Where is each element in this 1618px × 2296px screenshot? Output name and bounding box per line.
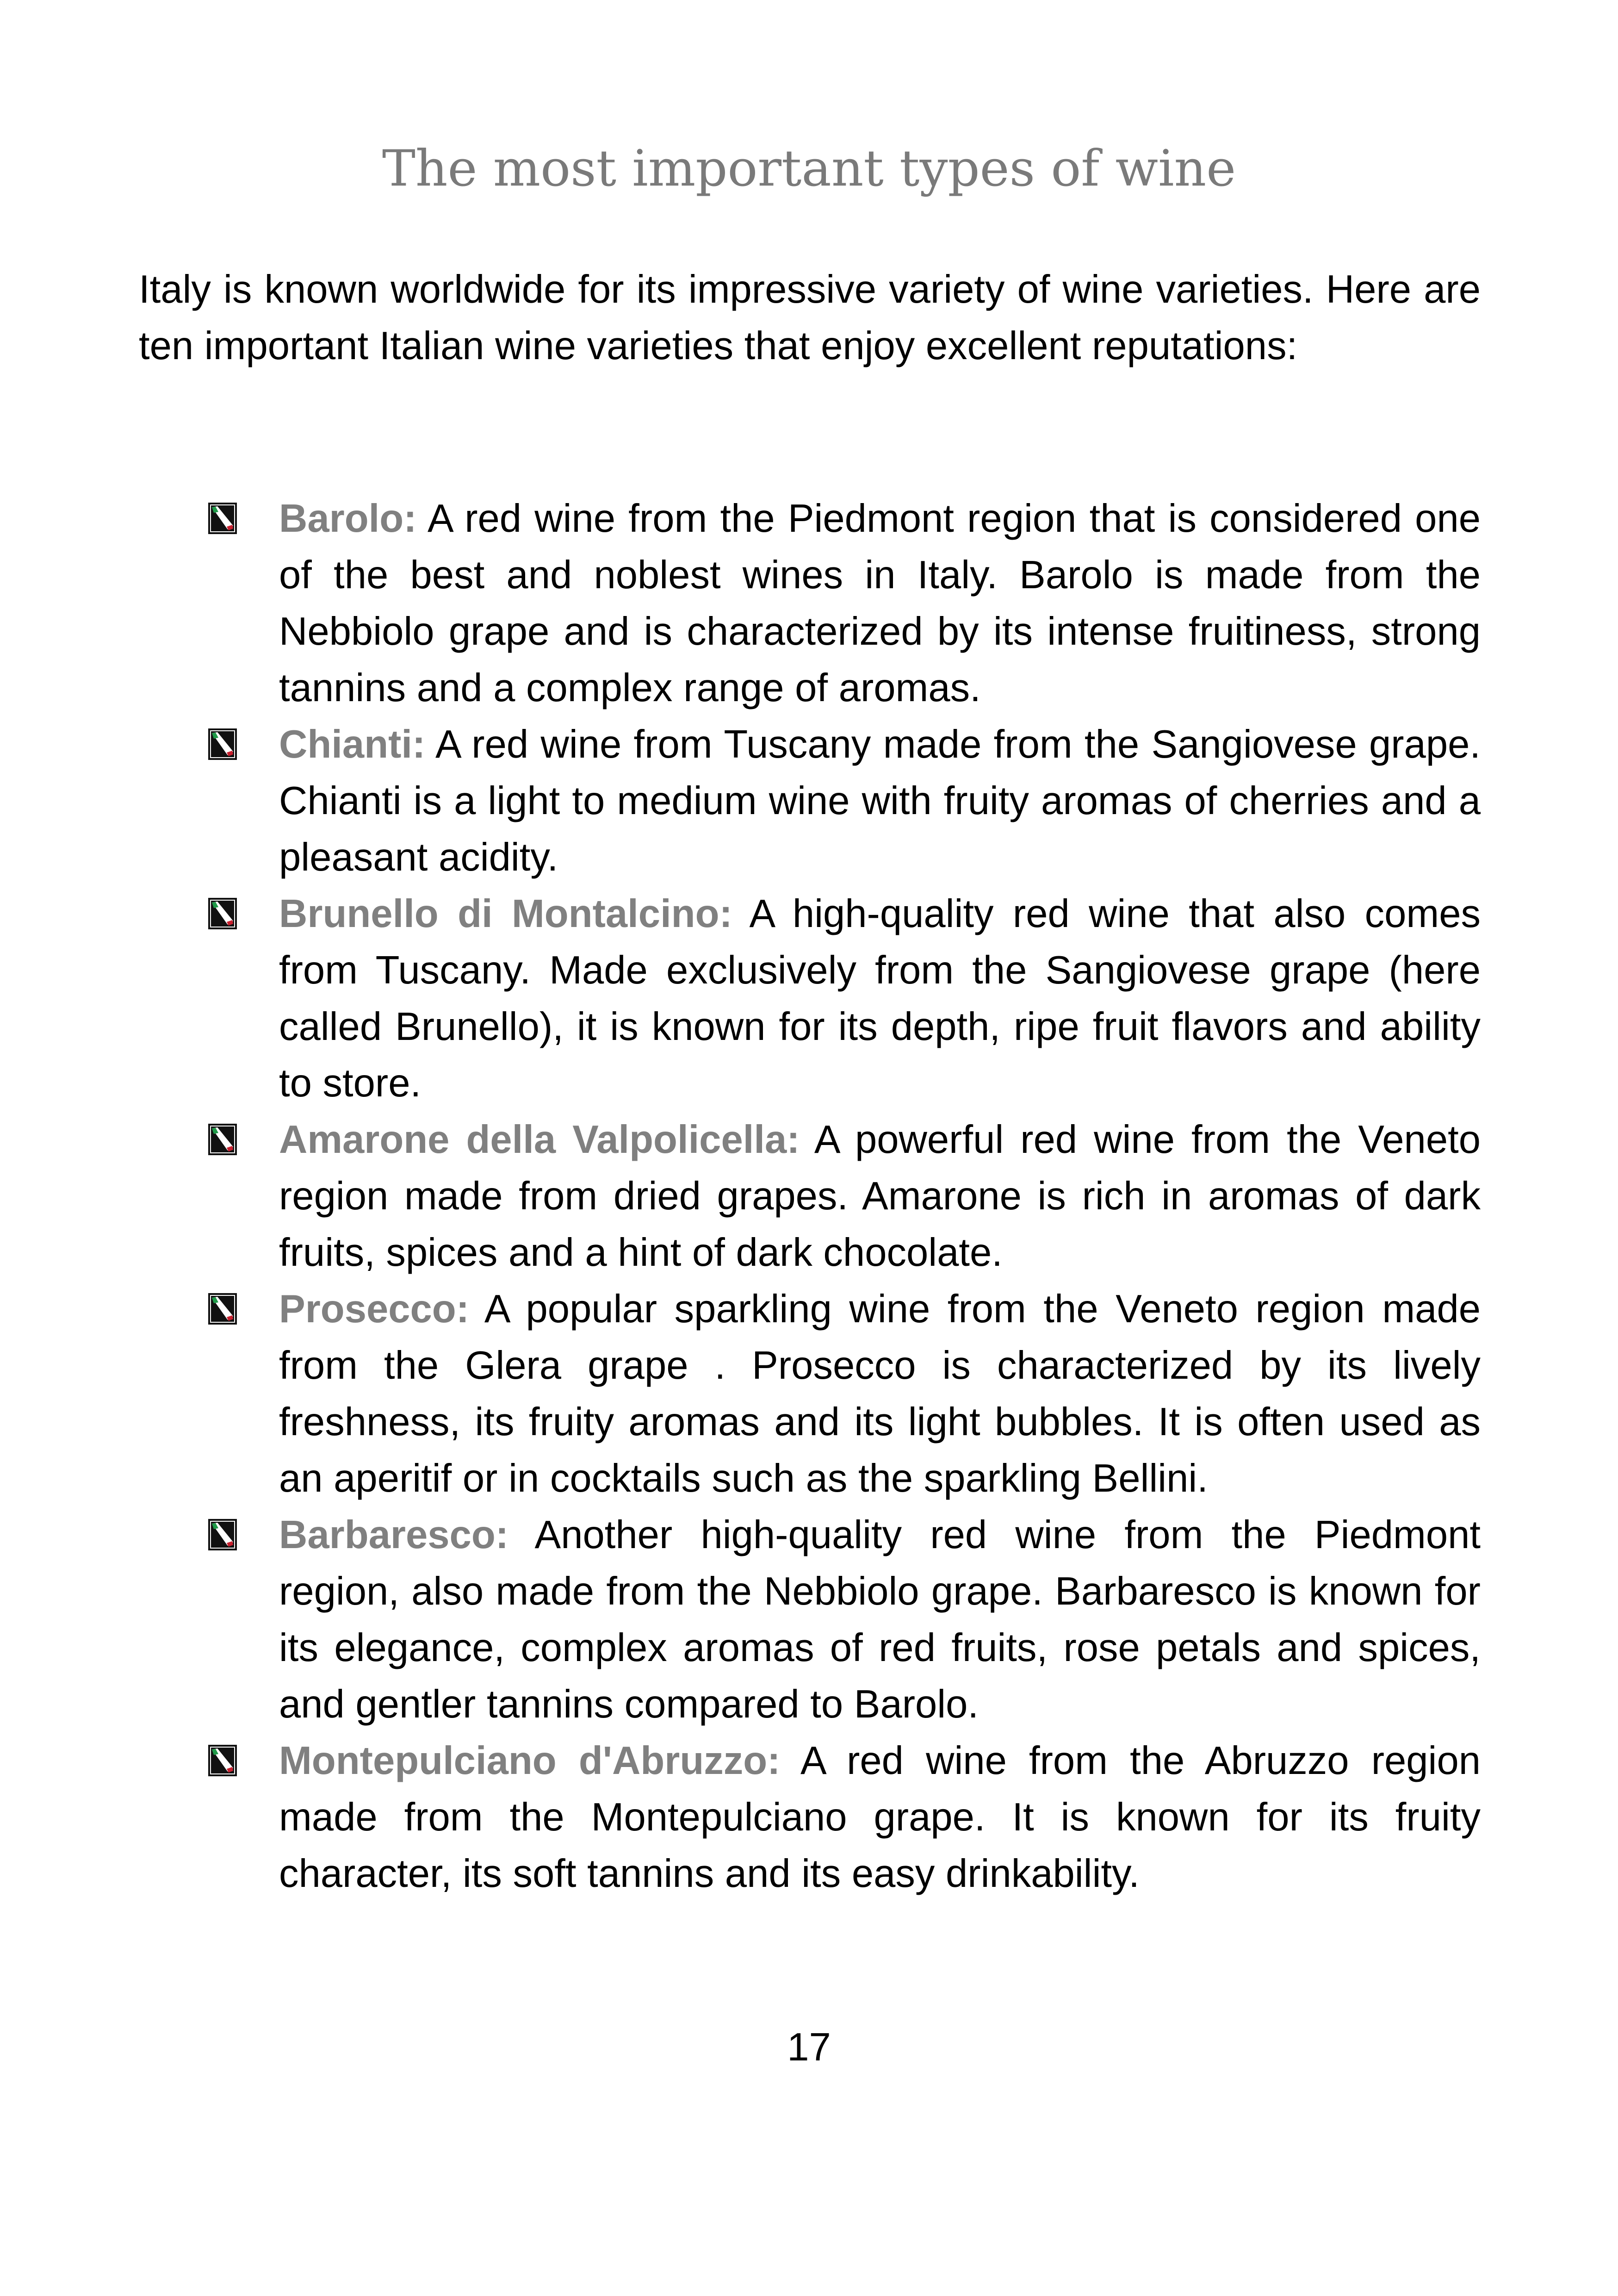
wine-list xyxy=(204,491,1481,1902)
italian-flag-bottle-icon xyxy=(208,1519,237,1550)
italian-flag-bottle-icon xyxy=(208,1124,237,1155)
wine-item-chianti xyxy=(204,716,1481,886)
page-title: The most important types of wine xyxy=(382,140,1236,198)
wine-description: A red wine from the Piedmont region that is considered one of the best and noblest wines in Italy. Barolo is made from the Nebbiolo grape and is characterized by its intense fruitiness, strong tannins and a complex range of aromas. xyxy=(279,497,1481,710)
wine-name: Chianti: xyxy=(279,722,426,766)
wine-description: A red wine from the Abruzzo region made from the Montepulciano grape. It is known for its fruity character, its soft tannins and its easy drinkability. xyxy=(279,1739,1481,1896)
wine-description: A powerful red wine from the Veneto region made from dried grapes. Amarone is rich in aromas of dark fruits, spices and a hint of dark chocolate. xyxy=(279,1118,1481,1275)
wine-item-prosecco xyxy=(204,1281,1481,1507)
wine-name: Amarone della Valpolicella: xyxy=(279,1118,800,1162)
intro-paragraph: Italy is known worldwide for its impressive variety of wine varieties. Here are ten important Italian wine varieties that enjoy excellent reputations: xyxy=(139,268,1481,368)
wine-item-montepulciano-dabruzzo xyxy=(204,1733,1481,1902)
wine-name: Brunello di Montalcino: xyxy=(279,892,732,936)
italian-flag-bottle-icon xyxy=(208,728,237,760)
wine-name: Prosecco: xyxy=(279,1287,470,1331)
italian-flag-bottle-icon xyxy=(208,1293,237,1325)
wine-name: Barolo: xyxy=(279,497,417,541)
wine-description: A popular sparkling wine from the Veneto region made from the Glera grape . Prosecco is characterized by its lively freshness, its fruity aromas and its light bubbles. It is often used as an aperitif or in cocktails such as the sparkling Bellini. xyxy=(279,1287,1481,1500)
wine-item-brunello-di-montalcino xyxy=(204,886,1481,1112)
italian-flag-bottle-icon xyxy=(208,1745,237,1776)
italian-flag-bottle-icon xyxy=(208,898,237,929)
italian-flag-bottle-icon xyxy=(208,503,237,534)
wine-name: Montepulciano d'Abruzzo: xyxy=(279,1739,781,1783)
wine-item-amarone-della-valpolicella xyxy=(204,1112,1481,1281)
wine-description: A high-quality red wine that also comes from Tuscany. Made exclusively from the Sangiovese grape (here called Brunello), it is known for its depth, ripe fruit flavors and ability to store. xyxy=(279,892,1481,1105)
wine-description: Another high-quality red wine from the Piedmont region, also made from the Nebbiolo grape. Barbaresco is known for its elegance, complex aromas of red fruits, rose petals and spices, and gentler tannins compared to Barolo. xyxy=(279,1513,1481,1726)
wine-description: A red wine from Tuscany made from the Sangiovese grape. Chianti is a light to medium wine with fruity aromas of cherries and a pleasant acidity. xyxy=(279,722,1481,879)
page-number: 17 xyxy=(787,2025,831,2069)
wine-item-barolo xyxy=(204,491,1481,716)
wine-item-barbaresco xyxy=(204,1507,1481,1733)
wine-name: Barbaresco: xyxy=(279,1513,509,1557)
